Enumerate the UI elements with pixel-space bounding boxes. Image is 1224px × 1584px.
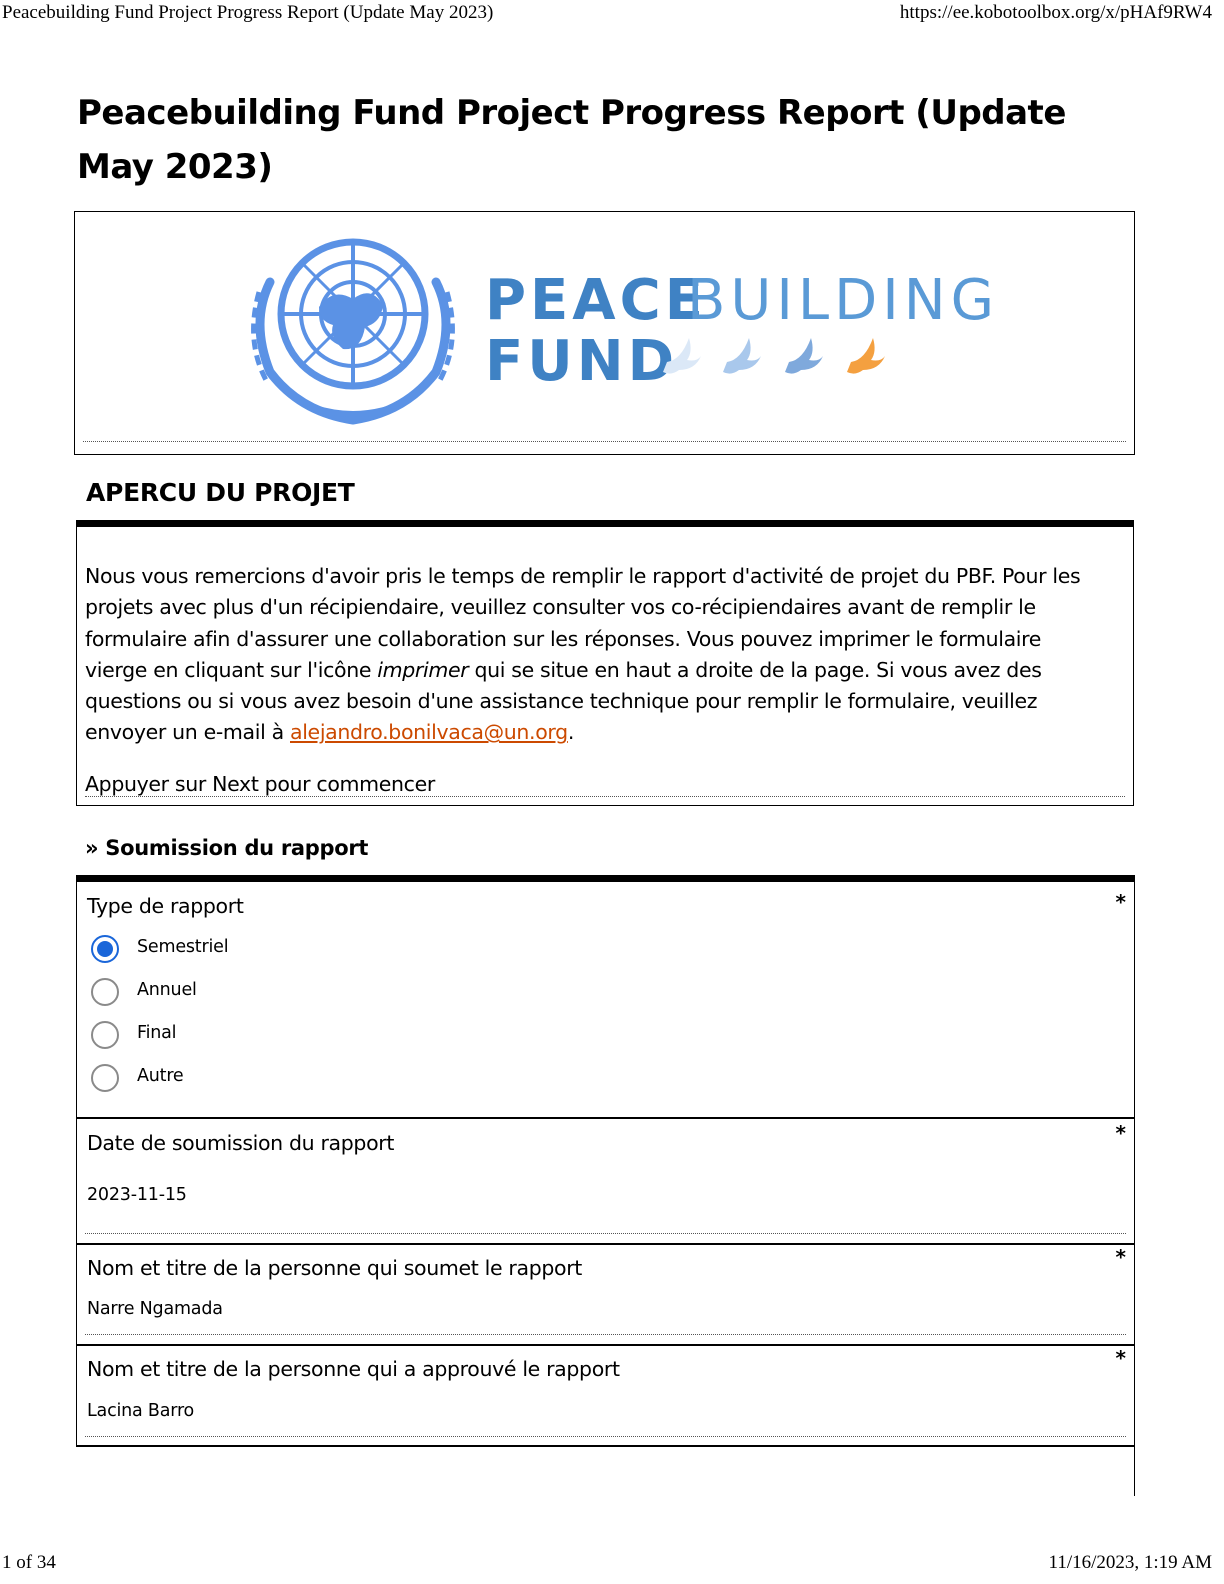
page-number: 1 of 34 xyxy=(2,1552,56,1573)
question-label: Nom et titre de la personne qui a approuvé le rapport xyxy=(87,1357,620,1381)
date-field[interactable]: 2023-11-15 xyxy=(87,1185,187,1205)
intro-text-part2: qui se situe en haut a droite de la page. Si vous avez des questions ou si vous avez besoin d'une assistance technique pour remplir le formulaire, veuillez envoyer un e-mail à xyxy=(85,657,1042,745)
form-continuation-line xyxy=(1134,1446,1135,1496)
field-underline xyxy=(85,1233,1126,1234)
un-emblem-icon xyxy=(254,242,453,420)
intro-text-emphasis: imprimer xyxy=(377,657,469,682)
question-label: Type de rapport xyxy=(87,894,244,918)
question-approver xyxy=(76,1346,1135,1447)
logo-divider xyxy=(83,441,1126,442)
required-mark: * xyxy=(1115,1245,1126,1269)
required-mark: * xyxy=(1115,1121,1126,1145)
intro-text-end: . xyxy=(567,720,574,745)
doves-icon xyxy=(663,338,885,374)
question-label: Date de soumission du rapport xyxy=(87,1131,395,1155)
radio-checked-icon[interactable] xyxy=(91,935,119,963)
radio-label: Annuel xyxy=(137,980,197,1000)
radio-unchecked-icon[interactable] xyxy=(91,978,119,1006)
intro-text-part1: Nous vous remercions d'avoir pris le temps de remplir le rapport d'activité de projet du PBF. Pour les projets avec plus d'un récipiendaire, veuillez consulter vos co-récipiendaires avant de remplir le formulaire afin d'assurer une collaboration sur les réponses. Vous pouvez imprimer le formulaire vierge en cliquant sur l'icône xyxy=(85,564,1081,682)
group-title: » Soumission du rapport xyxy=(85,836,369,860)
intro-divider xyxy=(85,796,1125,797)
approver-name-field[interactable]: Lacina Barro xyxy=(87,1401,195,1421)
radio-unchecked-icon[interactable] xyxy=(91,1021,119,1049)
radio-label: Autre xyxy=(137,1066,184,1086)
question-label: Nom et titre de la personne qui soumet le rapport xyxy=(87,1256,582,1280)
question-submission-date xyxy=(76,1119,1135,1245)
field-underline xyxy=(85,1436,1126,1437)
logo-word-fund: FUND xyxy=(485,329,679,394)
required-mark: * xyxy=(1115,1346,1126,1370)
group-bar xyxy=(76,875,1135,882)
section-title: APERCU DU PROJET xyxy=(86,478,355,507)
form-title: Peacebuilding Fund Project Progress Report (Update May 2023) xyxy=(77,93,1066,187)
radio-label: Semestriel xyxy=(137,937,229,957)
print-datetime: 11/16/2023, 1:19 AM xyxy=(1048,1552,1212,1573)
radio-label: Final xyxy=(137,1023,177,1043)
intro-text xyxy=(85,561,1085,749)
required-mark: * xyxy=(1115,890,1126,914)
logo-word-peace: PEACE xyxy=(485,268,707,333)
print-url: https://ee.kobotoolbox.org/x/pHAf9RW4 xyxy=(899,2,1212,23)
print-doc-title: Peacebuilding Fund Project Progress Report (Update May 2023) xyxy=(2,2,494,23)
intro-panel xyxy=(76,520,1134,806)
radio-unchecked-icon[interactable] xyxy=(91,1064,119,1092)
logo-word-building: BUILDING xyxy=(687,268,1000,333)
question-report-type xyxy=(76,882,1135,1119)
question-submitter xyxy=(76,1245,1135,1346)
next-hint: Appuyer sur Next pour commencer xyxy=(85,772,435,796)
logo-panel xyxy=(74,211,1135,455)
peacebuilding-fund-logo xyxy=(75,212,1134,454)
contact-email-link[interactable]: alejandro.bonilvaca@un.org xyxy=(290,720,568,745)
field-underline xyxy=(85,1334,1126,1335)
submitter-name-field[interactable]: Narre Ngamada xyxy=(87,1299,223,1319)
